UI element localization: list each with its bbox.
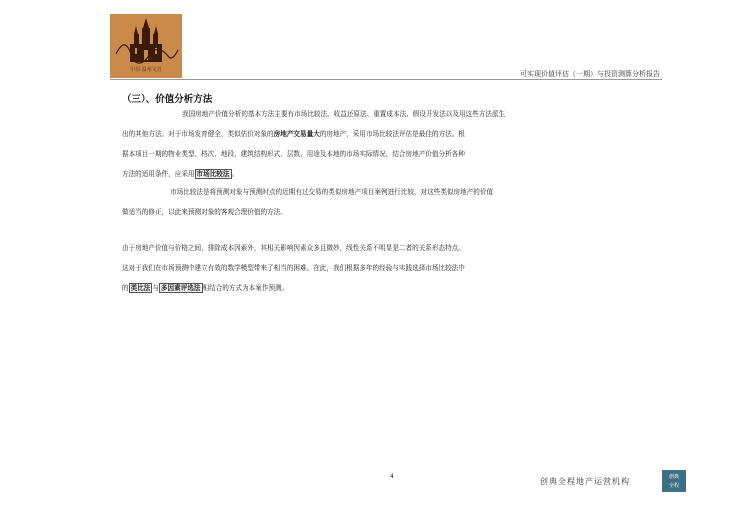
paragraph-line: 市场比较法是将预测对象与预测时点的近期有过交易的类似房地产项目案例进行比较，对这些类似房地产的价值 bbox=[170, 188, 494, 196]
header-divider bbox=[110, 79, 662, 80]
text-run: 的房地产，采用市场比较法评估是最佳的方法。根 bbox=[319, 130, 465, 138]
footer-logo bbox=[662, 470, 686, 492]
text-run: 相结合的方式为本案作预测。 bbox=[202, 284, 289, 292]
highlight-text: 房地产交易量大 bbox=[273, 130, 320, 138]
footer-organization: 创典全程地产运营机构 bbox=[540, 477, 630, 486]
footer-logo-text: 全程 bbox=[668, 483, 679, 489]
paragraph-line: 据本项目一期的物业类型、档次、地段、建筑结构形式、层数、用途及本地的市场实际情况，结合房地产价值分析各种 bbox=[122, 150, 465, 158]
logo-caption: 中原·温州文昌 bbox=[130, 67, 162, 73]
paragraph-market-comparison bbox=[122, 182, 637, 222]
page-number: 4 bbox=[390, 473, 394, 480]
paragraph-line bbox=[122, 124, 637, 144]
paragraph-methods bbox=[122, 104, 637, 184]
text-run: 出的其他方法。对于市场发育健全，类似估价对象的 bbox=[122, 130, 274, 138]
company-logo bbox=[110, 14, 182, 78]
text-run: 与 bbox=[152, 284, 159, 292]
paragraph-line: 我国房地产价值分析的基本方法主要有市场比较法、收益还原法、重置成本法、假设开发法以及用这些方法派生 bbox=[182, 110, 506, 118]
boxed-term: 类比法 bbox=[130, 284, 151, 292]
footer-logo-text: 創典 bbox=[668, 474, 679, 480]
report-title: 可实现价值评估（一期）与投资测算分析报告 bbox=[520, 70, 660, 78]
paragraph-line bbox=[122, 278, 637, 298]
boxed-term: 多因素评选法 bbox=[160, 284, 201, 292]
paragraph-line: 由于房地产价值与价格之间，排除成本因素外，其相关影响因素众多且微妙，线性关系不明显是二者的关系形态特点。 bbox=[122, 244, 465, 252]
section-heading: （三）、价值分析方法 bbox=[122, 94, 213, 105]
paragraph-line bbox=[122, 164, 637, 184]
text-run: 方法的适用条件，应采用 bbox=[122, 170, 195, 178]
paragraph-line: 做适当的修正，以此来预测对象的客观合理价值的方法。 bbox=[122, 208, 287, 216]
paragraph-line: 这对于我们在市场预测中建立有效的数学模型带来了相当的困难。在此，我们根据多年的经验与实践选择市场比较法中 bbox=[122, 264, 465, 272]
text-run: 。 bbox=[231, 170, 239, 178]
paragraph-approach bbox=[122, 238, 637, 298]
boxed-term: 市场比较法 bbox=[196, 170, 230, 178]
text-run: 的 bbox=[122, 284, 129, 292]
